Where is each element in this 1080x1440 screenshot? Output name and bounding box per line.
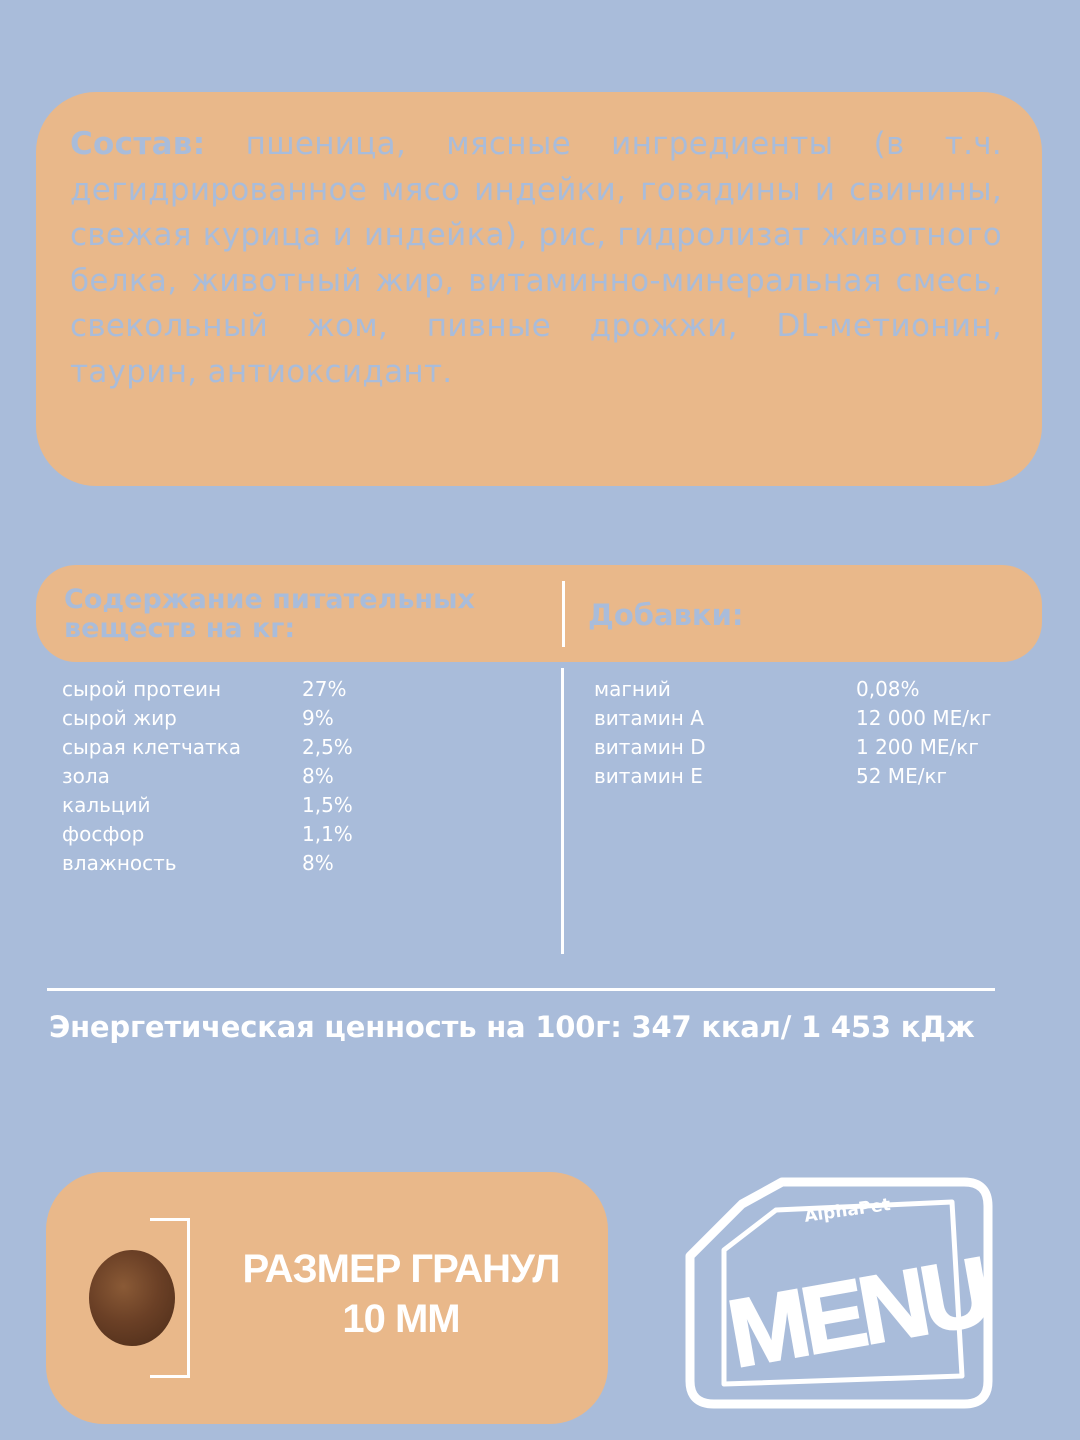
nutrient-value: 9%: [302, 706, 334, 730]
additive-row: [594, 675, 1014, 704]
granule-size-line1: РАЗМЕР ГРАНУЛ: [242, 1247, 560, 1291]
nutrition-row: [62, 762, 392, 791]
nutrient-name: зола: [62, 764, 110, 788]
additive-row: [594, 733, 1014, 762]
nutrient-name: сырая клетчатка: [62, 735, 242, 759]
nutrition-list: [62, 675, 392, 878]
additive-name: витамин D: [594, 735, 706, 759]
nutrition-row: [62, 820, 392, 849]
additive-row: [594, 704, 1014, 733]
column-divider: [561, 668, 564, 954]
additives-list: [594, 675, 1014, 791]
granule-size-panel: [46, 1172, 608, 1424]
composition-text: [70, 122, 1002, 395]
additive-value: 12 000 МЕ/кг: [856, 706, 992, 730]
nutrition-row: [62, 791, 392, 820]
header-divider: [562, 581, 565, 647]
additive-value: 0,08%: [856, 677, 920, 701]
granule-size-text: [211, 1244, 591, 1344]
granule-size-line2: 10 ММ: [342, 1297, 460, 1341]
additive-value: 1 200 МЕ/кг: [856, 735, 979, 759]
additives-title: Добавки:: [588, 598, 744, 632]
nutrient-name: фосфор: [62, 822, 145, 846]
nutrition-row: [62, 704, 392, 733]
energy-value: Энергетическая ценность на 100г: 347 ккал/ 1 453 кДж: [49, 1010, 975, 1044]
nutrient-value: 8%: [302, 764, 334, 788]
additive-name: витамин Е: [594, 764, 703, 788]
additive-row: [594, 762, 1014, 791]
nutrient-name: сырой протеин: [62, 677, 222, 701]
nutrition-header: [36, 565, 1042, 662]
nutrient-value: 8%: [302, 851, 334, 875]
nutrient-name: сырой жир: [62, 706, 177, 730]
size-bracket: [150, 1218, 190, 1378]
composition-ingredients: пшеница, мясные ингредиенты (в т.ч. дегидрированное мясо индейки, говядины и свинины, свежая курица и индейка), рис, гидролизат животного белка, животный жир, витаминно-минеральная смесь, свекольный жом, пивные дрожжи, DL-метионин, таурин, антиоксидант.: [70, 126, 1002, 390]
nutrient-name: кальций: [62, 793, 151, 817]
additive-value: 52 МЕ/кг: [856, 764, 948, 788]
nutrient-name: влажность: [62, 851, 177, 875]
logo-brand: AlphaPet: [803, 1194, 892, 1227]
nutrition-row: [62, 849, 392, 878]
brand-logo: [672, 1176, 1002, 1416]
composition-label: Состав:: [70, 126, 206, 162]
nutrition-title: Содержание питательных веществ на кг:: [64, 584, 475, 644]
logo-word: MENU: [720, 1237, 994, 1389]
nutrition-row: [62, 733, 392, 762]
nutrient-value: 1,1%: [302, 822, 353, 846]
nutrient-value: 27%: [302, 677, 347, 701]
additive-name: магний: [594, 677, 671, 701]
nutrient-value: 1,5%: [302, 793, 353, 817]
composition-panel: [36, 92, 1042, 486]
section-divider: [47, 988, 995, 991]
nutrition-row: [62, 675, 392, 704]
additive-name: витамин А: [594, 706, 704, 730]
nutrient-value: 2,5%: [302, 735, 353, 759]
